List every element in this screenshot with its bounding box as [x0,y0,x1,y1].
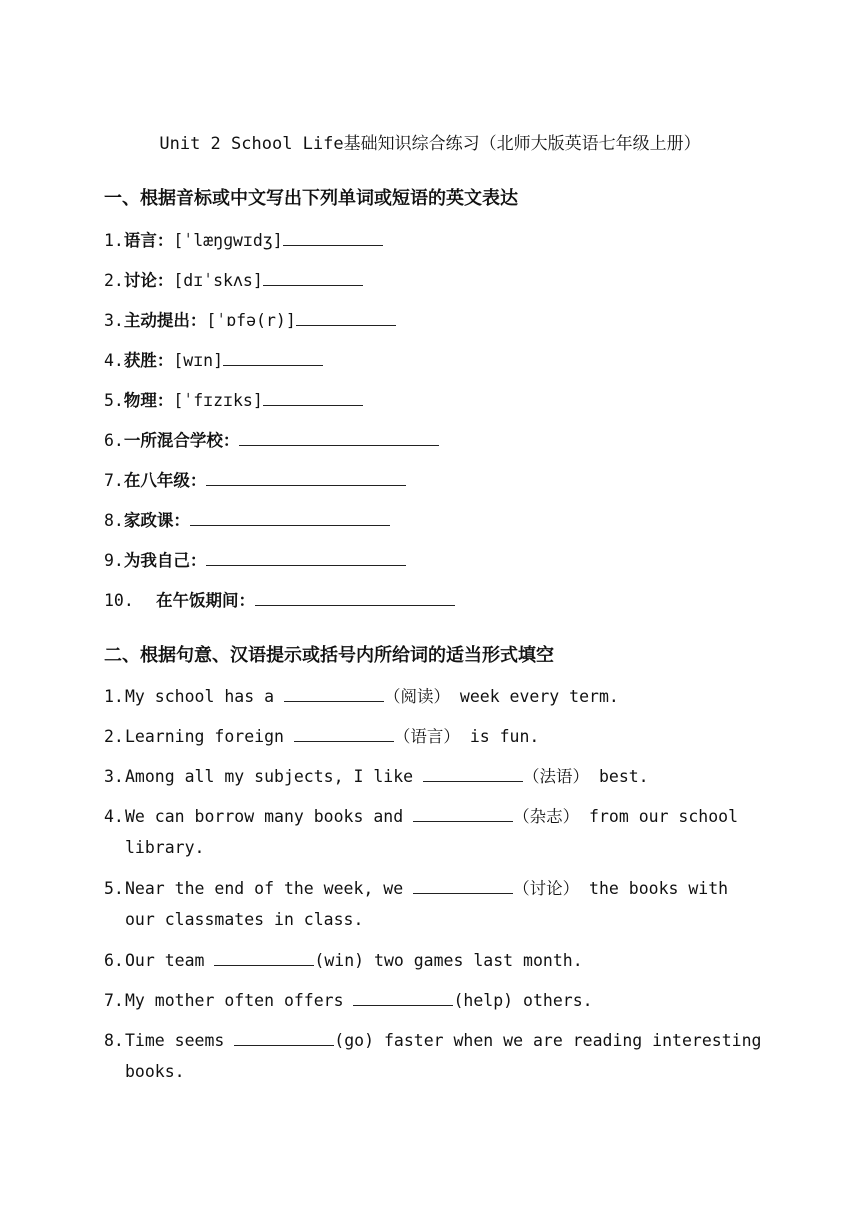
item-chinese: 主动提出： [123,311,207,330]
answer-blank[interactable] [263,391,363,406]
sentence-hint: （讨论） [513,879,580,898]
sentence-hint: （语言） [393,727,460,746]
answer-blank[interactable] [263,271,363,286]
item-number: 6. [104,431,124,450]
sentence-hint: （阅读） [383,687,450,706]
answer-blank[interactable] [214,951,314,966]
vocab-item [104,465,406,496]
answer-blank[interactable] [423,767,523,782]
item-chinese: 一所混合学校： [123,431,240,450]
sentence-hint: （杂志） [513,807,580,826]
sentence-text: faster when we are reading interesting books. [125,1031,762,1081]
answer-blank[interactable] [353,991,453,1006]
sentence-text: week every term. [449,687,619,706]
vocab-item [104,545,406,576]
vocab-item [104,585,455,616]
fill-in-sentence [104,761,764,792]
vocab-item [104,345,323,376]
sentence-text: is fun. [459,727,540,746]
answer-blank[interactable] [255,591,455,606]
item-chinese: 讨论： [123,271,174,290]
page-title: Unit 2 School Life基础知识综合练习（北师大版英语七年级上册） [159,134,701,154]
vocab-item [104,225,383,256]
sentence-text: from our school library. [125,807,739,857]
sentence-text: My mother often offers [125,991,354,1010]
vocab-item [104,305,396,336]
item-number: 2. [104,271,124,290]
item-number: 2. [104,727,124,746]
item-phonetic: [wɪn] [173,351,224,370]
item-number: 8. [104,511,124,530]
item-chinese: 在午饭期间： [156,591,255,610]
item-chinese: 家政课： [123,511,190,530]
item-number: 4. [104,807,124,826]
sentence-hint: (go) [334,1031,375,1050]
item-phonetic: [ˈfɪzɪks] [173,391,263,410]
item-number: 4. [104,351,124,370]
fill-in-sentence [104,681,764,712]
item-number: 5. [104,879,124,898]
item-number: 10. [104,591,134,610]
item-number: 1. [104,687,124,706]
vocab-item [104,265,363,296]
item-number: 5. [104,391,124,410]
answer-blank[interactable] [206,551,406,566]
answer-blank[interactable] [413,807,513,822]
answer-blank[interactable] [413,879,513,894]
fill-in-sentence [104,873,764,935]
item-chinese: 为我自己： [123,551,207,570]
sentence-hint: (win) [314,951,365,970]
item-number: 7. [104,471,124,490]
vocab-item [104,505,390,536]
answer-blank[interactable] [294,727,394,742]
sentence-text: We can borrow many books and [125,807,414,826]
sentence-text: My school has a [125,687,284,706]
vocab-item [104,385,363,416]
answer-blank[interactable] [284,687,384,702]
answer-blank[interactable] [223,351,323,366]
item-chinese: 语言： [123,231,174,250]
answer-blank[interactable] [234,1031,334,1046]
sentence-text: Near the end of the week, we [125,879,414,898]
item-chinese: 获胜： [123,351,174,370]
sentence-text: Learning foreign [125,727,294,746]
answer-blank[interactable] [296,311,396,326]
sentence-text: two games last month. [364,951,583,970]
fill-in-sentence [104,721,764,752]
item-phonetic: [dɪˈskʌs] [173,271,263,290]
sentence-hint: （法语） [523,767,590,786]
sentence-hint: (help) [453,991,514,1010]
item-number: 1. [104,231,124,250]
item-phonetic: [ˈɒfə(r)] [206,311,296,330]
sentence-text: the books with our classmates in class. [125,879,729,929]
item-number: 7. [104,991,124,1010]
sentence-text: Time seems [125,1031,235,1050]
sentence-text: best. [589,767,649,786]
answer-blank[interactable] [283,231,383,246]
answer-blank[interactable] [206,471,406,486]
item-chinese: 在八年级： [123,471,207,490]
fill-in-sentence [104,801,764,863]
item-number: 9. [104,551,124,570]
sentence-text: Among all my subjects, I like [125,767,424,786]
answer-blank[interactable] [190,511,390,526]
fill-in-sentence [104,1025,764,1087]
item-chinese: 物理： [123,391,174,410]
section1-heading: 一、根据音标或中文写出下列单词或短语的英文表达 [104,188,518,209]
fill-in-sentence [104,985,764,1016]
answer-blank[interactable] [239,431,439,446]
item-number: 3. [104,767,124,786]
item-number: 8. [104,1031,124,1050]
item-number: 3. [104,311,124,330]
item-number: 6. [104,951,124,970]
vocab-item [104,425,439,456]
sentence-text: others. [513,991,593,1010]
item-phonetic: [ˈlæŋɡwɪdʒ] [173,231,283,250]
section2-heading: 二、根据句意、汉语提示或括号内所给词的适当形式填空 [104,645,554,666]
fill-in-sentence [104,945,764,976]
sentence-text: Our team [125,951,215,970]
